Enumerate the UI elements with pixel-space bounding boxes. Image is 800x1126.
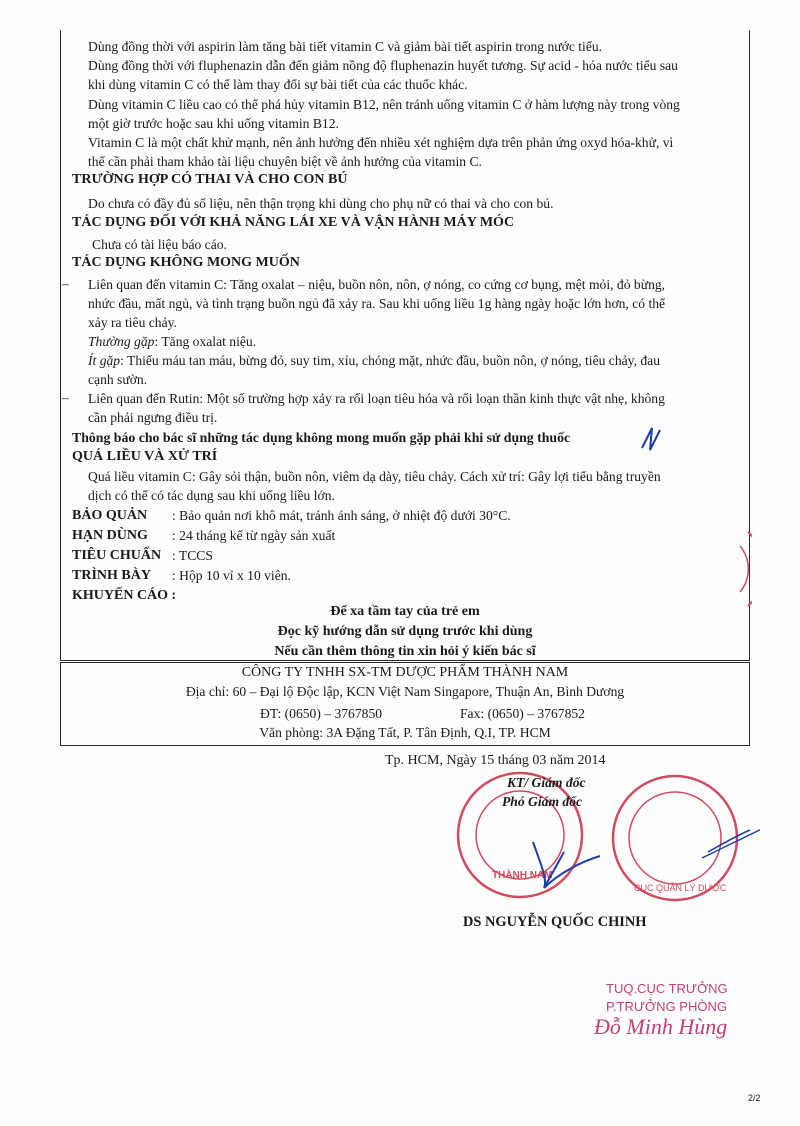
- bullet-dash: –: [62, 276, 69, 291]
- notify-doctor: Thông báo cho bác sĩ những tác dụng không mong muốn gặp phải khi sử dụng thuốc: [72, 430, 571, 445]
- partial-stamp-icon: [712, 530, 752, 610]
- authority-signature: Đỗ Minh Hùng: [594, 1014, 728, 1039]
- warning-1: Để xa tầm tay của trẻ em: [330, 604, 480, 619]
- vitc-line-3: xảy ra tiêu chảy.: [88, 315, 177, 330]
- sign-title-1: KT/ Giám đốc: [507, 775, 586, 790]
- interaction-line-5: một giờ trước hoặc sau khi uống vitamin B12.: [88, 116, 339, 131]
- standard-value: : TCCS: [172, 548, 213, 563]
- interaction-line-7: thế cần phải tham khảo tài liệu chuyên biệt về ảnh hưởng của vitamin C.: [88, 154, 482, 169]
- overdose-heading: QUÁ LIỀU VÀ XỬ TRÍ: [72, 449, 218, 464]
- overdose-line-1: Quá liều vitamin C: Gây sỏi thận, buồn nôn, viêm dạ dày, tiêu chảy. Cách xử trí: Gây lợi tiểu bằng truyền: [88, 469, 661, 484]
- shelf-value: : 24 tháng kể từ ngày sản xuất: [172, 528, 336, 543]
- side-effects-heading: TÁC DỤNG KHÔNG MONG MUỐN: [72, 255, 300, 270]
- warning-3: Nếu cần thêm thông tin xin hỏi ý kiến bác sĩ: [274, 644, 536, 659]
- company-stamp-text: THÀNH NAM: [492, 870, 553, 881]
- company-name: CÔNG TY TNHH SX-TM DƯỢC PHẨM THÀNH NAM: [241, 665, 569, 680]
- warning-2: Đọc kỹ hướng dẫn sử dụng trước khi dùng: [277, 624, 533, 639]
- sign-title-2: Phó Giám đốc: [502, 794, 583, 809]
- authority-pen-mark-icon: [702, 822, 760, 858]
- director-signature-icon: [533, 842, 600, 888]
- rutin-line-2: cần phải ngưng điều trị.: [88, 410, 218, 425]
- authority-line-1: TUQ.CỤC TRƯỞNG: [606, 981, 728, 996]
- pregnancy-heading: TRƯỜNG HỢP CÓ THAI VÀ CHO CON BÚ: [72, 172, 348, 187]
- company-office: Văn phòng: 3A Đặng Tất, P. Tân Định, Q.I, TP. HCM: [259, 725, 551, 740]
- authority-stamp-inner: [629, 792, 721, 884]
- common-text: : Tăng oxalat niệu.: [154, 334, 257, 349]
- initial-mark-icon: [636, 424, 666, 454]
- standard-key: TIÊU CHUẨN: [72, 548, 162, 563]
- interaction-line-1: Dùng đồng thời với aspirin làm tăng bài tiết vitamin C và giảm bài tiết aspirin trong nước tiểu.: [88, 39, 603, 54]
- authority-stamp-outer: [613, 776, 737, 900]
- rutin-line-1: Liên quan đến Rutin: Một số trường hợp xảy ra rối loạn tiêu hóa và rối loạn thần kinh thực vật nhẹ, không: [88, 391, 665, 406]
- driving-text: Chưa có tài liệu báo cáo.: [92, 237, 227, 252]
- rare-line-2: cạnh sườn.: [88, 372, 148, 387]
- company-fax: Fax: (0650) – 3767852: [460, 706, 585, 721]
- stamps-svg: [440, 770, 760, 920]
- bullet-dash-2: –: [62, 390, 69, 405]
- rare-text: : Thiếu máu tan máu, bừng đỏ, suy tim, xỉu, chóng mặt, nhức đầu, buồn nôn, ợ nóng, tiêu chảy, đau: [120, 353, 661, 368]
- interaction-line-2: Dùng đồng thời với fluphenazin dẫn đến giảm nồng độ fluphenazin huyết tương. Sự acid - hóa nước tiểu sau: [88, 58, 678, 73]
- company-address: Địa chỉ: 60 – Đại lộ Độc lập, KCN Việt Nam Singapore, Thuận An, Bình Dương: [185, 684, 625, 699]
- advice-key: KHUYẾN CÁO :: [72, 588, 177, 603]
- authority-stamp-text: CỤC QUẢN LÝ DƯỢC: [634, 883, 727, 893]
- vitc-line-1: Liên quan đến vitamin C: Tăng oxalat – niệu, buồn nôn, nôn, ợ nóng, co cứng cơ bụng, mệt mỏi, đỏ bừng,: [88, 277, 666, 292]
- pack-key: TRÌNH BÀY: [72, 568, 151, 583]
- storage-key: BẢO QUẢN: [72, 508, 148, 523]
- common-label: Thường gặp: [88, 334, 155, 349]
- rare-effects: [88, 352, 660, 369]
- shelf-key: HẠN DÙNG: [72, 528, 148, 543]
- sign-date: Tp. HCM, Ngày 15 tháng 03 năm 2014: [385, 753, 606, 768]
- driving-heading: TÁC DỤNG ĐỐI VỚI KHẢ NĂNG LÁI XE VÀ VẬN HÀNH MÁY MÓC: [72, 215, 515, 230]
- common-effects: [88, 333, 256, 350]
- company-phone: ĐT: (0650) – 3767850: [260, 706, 383, 721]
- vitc-line-2: nhức đầu, mất ngủ, và tình trạng buồn ngủ đã xảy ra. Sau khi uống liều 1g hàng ngày hoặc lớn hơn, có thể: [88, 296, 666, 311]
- interaction-line-4: Dùng vitamin C liều cao có thể phá hủy vitamin B12, nên tránh uống vitamin C ở hàm lượng này trong vòng: [88, 97, 680, 112]
- authority-line-2: P.TRƯỞNG PHÒNG: [606, 999, 727, 1014]
- pack-value: : Hộp 10 vỉ x 10 viên.: [172, 568, 291, 583]
- rare-label: Ít gặp: [88, 353, 121, 368]
- interaction-line-6: Vitamin C là một chất khử mạnh, nên ảnh hưởng đến nhiều xét nghiệm dựa trên phản ứng oxyd hóa-khử, vì: [88, 135, 674, 150]
- signer-name: DS NGUYỄN QUỐC CHINH: [463, 914, 647, 930]
- page-number: 2/2: [748, 1093, 761, 1103]
- storage-value: : Bảo quản nơi khô mát, tránh ánh sáng, ở nhiệt độ dưới 30°C.: [172, 508, 511, 523]
- pregnancy-text: Do chưa có đầy đủ số liệu, nên thận trọng khi dùng cho phụ nữ có thai và cho con bú.: [88, 196, 554, 211]
- overdose-line-2: dịch có thể có tác dụng sau khi uống liều lớn.: [88, 488, 335, 503]
- interaction-line-3: khi dùng vitamin C có thể làm thay đổi sự bài tiết của các thuốc khác.: [88, 77, 468, 92]
